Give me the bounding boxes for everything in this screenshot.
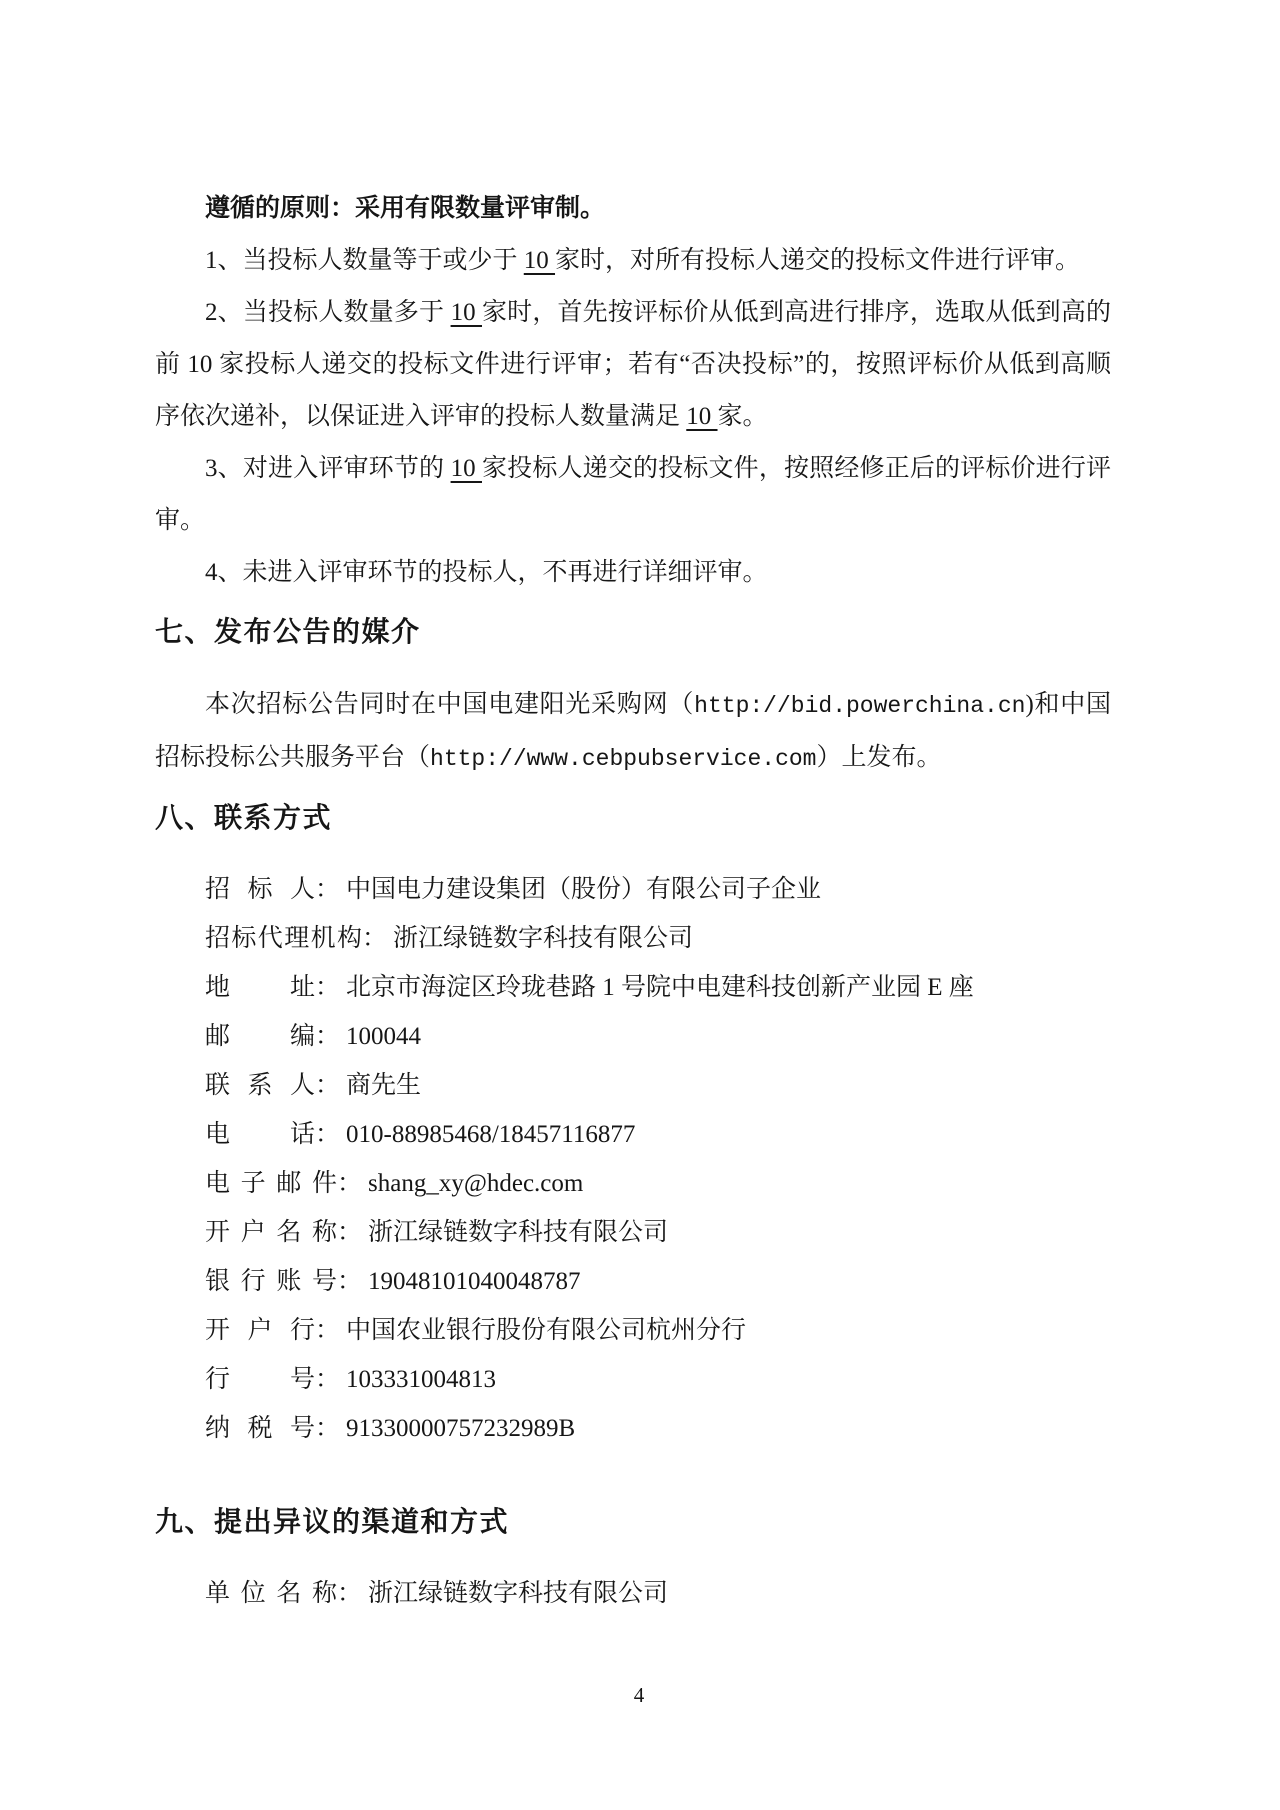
contact-row — [205, 1061, 1123, 1110]
contact-label: 纳税号 — [205, 1415, 315, 1442]
body-paragraph — [155, 547, 1111, 599]
contact-row — [205, 865, 1123, 914]
text-segment: 家投标人递交的投标文件，按照经修正后的评标价进行评审。 — [155, 455, 1111, 534]
contact-row — [205, 1404, 1123, 1453]
underlined-number: 10 — [686, 403, 718, 430]
contact-value: 中国电力建设集团（股份）有限公司子企业 — [346, 876, 822, 903]
contact-label: 招标人 — [205, 876, 315, 903]
contact-label-colon: ： — [337, 1219, 363, 1246]
contact-value: 浙江绿链数字科技有限公司 — [368, 1580, 669, 1607]
contact-value: 浙江绿链数字科技有限公司 — [393, 925, 694, 952]
contact-row — [205, 1306, 1123, 1355]
contact-label-colon: ： — [337, 1580, 363, 1607]
contact-row — [205, 1355, 1123, 1404]
text-segment: 家时，对所有投标人递交的投标文件进行评审。 — [555, 247, 1081, 274]
underlined-number: 10 — [523, 247, 556, 274]
section-heading: 九、提出异议的渠道和方式 — [155, 1507, 510, 1538]
contact-label: 电子邮件 — [205, 1170, 337, 1197]
contact-label-colon: ： — [315, 1415, 341, 1442]
contact-value: shang_xy@hdec.com — [368, 1170, 584, 1197]
body-paragraph — [155, 235, 1111, 287]
contact-label-colon: ： — [315, 1121, 341, 1148]
contact-label-colon: ： — [315, 974, 341, 1001]
contact-value: 100044 — [346, 1023, 422, 1050]
url-text: http://bid.powerchina.cn — [694, 693, 1026, 719]
contact-label-colon: ： — [315, 876, 341, 903]
contact-value: 中国农业银行股份有限公司杭州分行 — [346, 1317, 747, 1344]
text-segment: 1、当投标人数量等于或少于 — [205, 247, 524, 274]
contact-row — [205, 1569, 1123, 1618]
text-segment: 本次招标公告同时在中国电建阳光采购网（ — [205, 691, 695, 718]
contact-value: 北京市海淀区玲珑巷路 1 号院中电建科技创新产业园 E 座 — [346, 974, 974, 1001]
contact-label: 开户名称 — [205, 1219, 337, 1246]
contact-row — [205, 1012, 1123, 1061]
body-paragraph — [155, 443, 1111, 547]
contact-label: 单位名称 — [205, 1580, 337, 1607]
contact-label-colon: ： — [337, 1170, 363, 1197]
contact-value: 19048101040048787 — [368, 1268, 581, 1295]
contact-value: 商先生 — [346, 1072, 422, 1099]
contact-row — [205, 1159, 1123, 1208]
contact-label: 行号 — [205, 1366, 315, 1393]
contact-label-colon: ： — [362, 925, 388, 952]
section-heading: 七、发布公告的媒介 — [155, 617, 421, 648]
contact-label-colon: ： — [315, 1317, 341, 1344]
contact-label: 银行账号 — [205, 1268, 337, 1295]
contact-label-colon: ： — [315, 1072, 341, 1099]
text-segment: 2、当投标人数量多于 — [205, 299, 451, 326]
contact-row — [205, 963, 1123, 1012]
contact-list — [205, 1569, 1123, 1618]
contact-value: 103331004813 — [346, 1366, 497, 1393]
text-segment: )和中国招标投标公共服务平台（ — [155, 691, 1111, 771]
contact-row — [205, 1257, 1123, 1306]
text-segment: 3、对进入评审环节的 — [205, 455, 451, 482]
body-paragraph — [155, 183, 1111, 235]
contact-label: 联系人 — [205, 1072, 315, 1099]
contact-value: 91330000757232989B — [346, 1415, 576, 1442]
contact-label-colon: ： — [315, 1366, 341, 1393]
contact-label-colon: ： — [337, 1268, 363, 1295]
contact-row — [205, 914, 1123, 963]
text-segment: ）上发布。 — [816, 744, 942, 771]
underlined-number: 10 — [450, 455, 482, 482]
contact-row — [205, 1208, 1123, 1257]
section-heading: 八、联系方式 — [155, 803, 333, 834]
document-body — [155, 183, 1123, 1618]
text-segment: 家。 — [717, 403, 768, 430]
contact-value: 010-88985468/18457116877 — [346, 1121, 636, 1148]
contact-value: 浙江绿链数字科技有限公司 — [368, 1219, 669, 1246]
contact-label: 电话 — [205, 1121, 315, 1148]
contact-row — [205, 1110, 1123, 1159]
page-number: 4 — [633, 1683, 645, 1707]
text-segment: 家时，首先按评标价从低到高进行排序，选取从低到高的前 10 家投标人递交的投标文件进行评审；若有“否决投标”的，按照评标价从低到高顺序依次递补，以保证进入评审的投标人数量满足 — [155, 299, 1111, 430]
contact-label: 地址 — [205, 974, 315, 1001]
text-segment: 4、未进入评审环节的投标人，不再进行详细评审。 — [205, 559, 768, 586]
url-text: http://www.cebpubservice.com — [430, 746, 817, 772]
body-paragraph — [155, 679, 1111, 785]
contact-label: 开户行 — [205, 1317, 315, 1344]
contact-label: 招标代理机构 — [205, 925, 362, 952]
underlined-number: 10 — [450, 299, 482, 326]
text-segment: 遵循的原则：采用有限数量评审制。 — [205, 195, 606, 222]
contact-list — [205, 865, 1123, 1453]
contact-label: 邮编 — [205, 1023, 315, 1050]
contact-label-colon: ： — [315, 1023, 341, 1050]
body-paragraph — [155, 287, 1111, 443]
